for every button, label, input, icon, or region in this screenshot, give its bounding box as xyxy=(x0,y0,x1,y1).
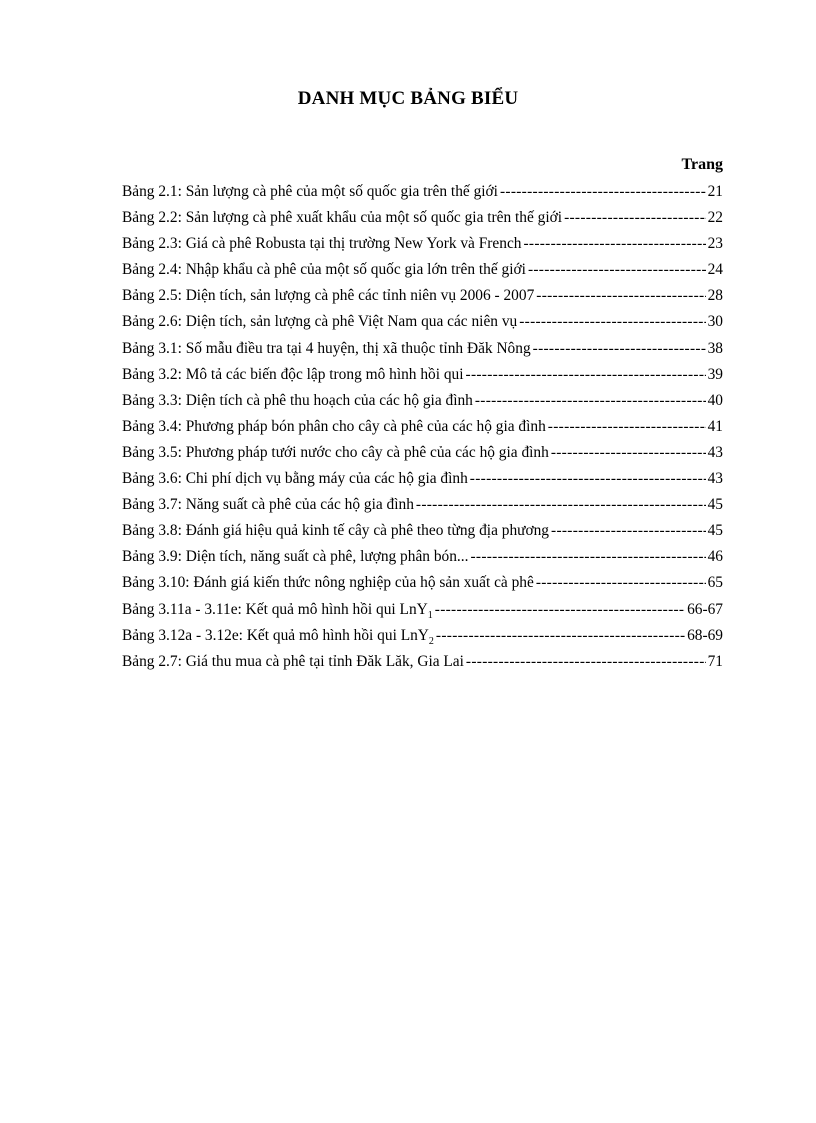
toc-entry-label-text: Bảng 3.10: Đánh giá kiến thức nông nghiệp của hộ sản xuất cà phê xyxy=(122,574,534,592)
toc-entry-label-text: Bảng 3.6: Chi phí dịch vụ bằng máy của các hộ gia đình xyxy=(122,470,468,488)
toc-entry-subscript: 2 xyxy=(428,635,434,647)
dash-leader xyxy=(551,440,706,466)
dash-leader xyxy=(470,466,706,492)
dash-leader xyxy=(470,544,705,570)
toc-entry-label xyxy=(122,388,473,414)
toc-entry-page-number: 43 xyxy=(707,443,723,461)
toc-entry[interactable] xyxy=(122,283,723,309)
toc-entry-page-number: 39 xyxy=(707,365,723,383)
toc-entry-label-text: Bảng 2.4: Nhập khẩu cà phê của một số quốc gia lớn trên thế giới xyxy=(122,261,526,279)
dash-leader xyxy=(519,309,705,335)
page-title: DANH MỤC BẢNG BIỂU xyxy=(297,88,519,109)
toc-entry[interactable] xyxy=(122,336,723,362)
toc-entry[interactable] xyxy=(122,231,723,257)
toc-entry[interactable] xyxy=(122,179,723,205)
toc-entry-label xyxy=(122,309,517,335)
toc-entry-label xyxy=(122,623,434,649)
toc-entry-page-number: 45 xyxy=(707,496,723,514)
toc-entry-page-number: 24 xyxy=(707,261,723,279)
toc-entry-label-text: Bảng 2.7: Giá thu mua cà phê tại tỉnh Đăk Lăk, Gia Lai xyxy=(122,652,464,670)
toc-entry-label xyxy=(122,466,468,492)
toc-entry-label xyxy=(122,283,534,309)
dash-leader xyxy=(466,362,706,388)
toc-entry-label xyxy=(122,544,468,570)
toc-entry-page-number: 23 xyxy=(707,235,723,253)
toc-entry-label-text: Bảng 3.11a - 3.11e: Kết quả mô hình hồi qui LnY xyxy=(122,600,428,618)
toc-entry-label-text: Bảng 3.2: Mô tả các biến độc lập trong mô hình hồi qui xyxy=(122,365,464,383)
dash-leader xyxy=(523,231,705,257)
toc-entry-page-number: 28 xyxy=(707,287,723,305)
toc-entry[interactable] xyxy=(122,257,723,283)
dash-leader xyxy=(500,179,706,205)
toc-entry-label-text: Bảng 2.2: Sản lượng cà phê xuất khẩu của một số quốc gia trên thế giới xyxy=(122,209,563,227)
toc-entry-label-text: Bảng 2.5: Diện tích, sản lượng cà phê các tỉnh niên vụ 2006 - 2007 xyxy=(122,287,535,305)
toc-entry-label xyxy=(122,205,562,231)
dash-leader xyxy=(564,205,706,231)
toc-entry[interactable] xyxy=(122,362,723,388)
toc-entry[interactable] xyxy=(122,414,723,440)
toc-entry-label xyxy=(122,257,526,283)
toc-entry[interactable] xyxy=(122,597,723,623)
toc-entry[interactable] xyxy=(122,466,723,492)
toc-entry-label xyxy=(122,179,498,205)
dash-leader xyxy=(551,518,706,544)
toc-entry-page-number: 38 xyxy=(707,339,723,357)
toc-entry-page-number: 65 xyxy=(707,574,723,592)
dash-leader xyxy=(536,283,705,309)
toc-entry-label xyxy=(122,362,464,388)
toc-entry-label xyxy=(122,597,433,623)
toc-entry[interactable] xyxy=(122,388,723,414)
toc-entry-page-number: 71 xyxy=(707,652,723,670)
toc-entry-label-text: Bảng 3.1: Số mẫu điều tra tại 4 huyện, thị xã thuộc tỉnh Đăk Nông xyxy=(122,339,531,357)
dash-leader xyxy=(416,492,706,518)
toc-entry[interactable] xyxy=(122,205,723,231)
dash-leader xyxy=(475,388,706,414)
toc-entry-page-number: 41 xyxy=(707,417,723,435)
dash-leader xyxy=(536,570,706,596)
toc-entry-label xyxy=(122,440,549,466)
dash-leader xyxy=(528,257,706,283)
dash-leader xyxy=(548,414,706,440)
toc-entry-page-number: 22 xyxy=(707,209,723,227)
toc-entry-label xyxy=(122,492,414,518)
toc-entry-page-number: 40 xyxy=(707,391,723,409)
dash-leader xyxy=(435,597,685,623)
toc-entry-page-number: 30 xyxy=(707,313,723,331)
page-column-header: Trang xyxy=(681,156,723,173)
toc-entry-label-text: Bảng 2.3: Giá cà phê Robusta tại thị trường New York và French xyxy=(122,235,522,253)
toc-entry-page-number: 43 xyxy=(707,470,723,488)
toc-entry-page-number: 46 xyxy=(707,548,723,566)
dash-leader xyxy=(466,649,706,675)
dash-leader xyxy=(436,623,685,649)
dash-leader xyxy=(533,336,706,362)
toc-entry-page-number: 21 xyxy=(707,183,723,200)
toc-entry-page-number: 68-69 xyxy=(687,626,723,644)
toc-entry-label-text: Bảng 2.6: Diện tích, sản lượng cà phê Việt Nam qua các niên vụ xyxy=(122,313,518,331)
toc-entry-label-text: Bảng 2.1: Sản lượng cà phê của một số quốc gia trên thế giới xyxy=(122,183,498,200)
table-list xyxy=(122,179,723,675)
toc-entry[interactable] xyxy=(122,544,723,570)
toc-entry-label-text: Bảng 3.12a - 3.12e: Kết quả mô hình hồi qui LnY xyxy=(122,626,429,644)
toc-entry-label-text: Bảng 3.5: Phương pháp tưới nước cho cây cà phê của các hộ gia đình xyxy=(122,443,549,461)
toc-entry-subscript: 1 xyxy=(427,609,433,621)
toc-entry-label xyxy=(122,336,531,362)
toc-entry-label xyxy=(122,649,464,675)
toc-entry-label xyxy=(122,231,521,257)
toc-entry[interactable] xyxy=(122,309,723,335)
toc-entry[interactable] xyxy=(122,623,723,649)
toc-entry-label xyxy=(122,570,534,596)
toc-entry-page-number: 45 xyxy=(707,522,723,540)
toc-entry-label-text: Bảng 3.4: Phương pháp bón phân cho cây cà phê của các hộ gia đình xyxy=(122,417,546,435)
toc-entry[interactable] xyxy=(122,440,723,466)
toc-entry-page-number: 66-67 xyxy=(687,600,723,618)
toc-entry[interactable] xyxy=(122,649,723,675)
toc-entry-label xyxy=(122,518,549,544)
toc-entry[interactable] xyxy=(122,492,723,518)
toc-entry-label-text: Bảng 3.9: Diện tích, năng suất cà phê, lượng phân bón... xyxy=(122,548,469,566)
toc-entry-label-text: Bảng 3.8: Đánh giá hiệu quả kinh tế cây cà phê theo từng địa phương xyxy=(122,522,550,540)
toc-entry-label-text: Bảng 3.7: Năng suất cà phê của các hộ gia đình xyxy=(122,496,414,514)
toc-entry-label-text: Bảng 3.3: Diện tích cà phê thu hoạch của các hộ gia đình xyxy=(122,391,473,409)
toc-entry[interactable] xyxy=(122,570,723,596)
toc-entry-label xyxy=(122,414,546,440)
toc-entry[interactable] xyxy=(122,518,723,544)
